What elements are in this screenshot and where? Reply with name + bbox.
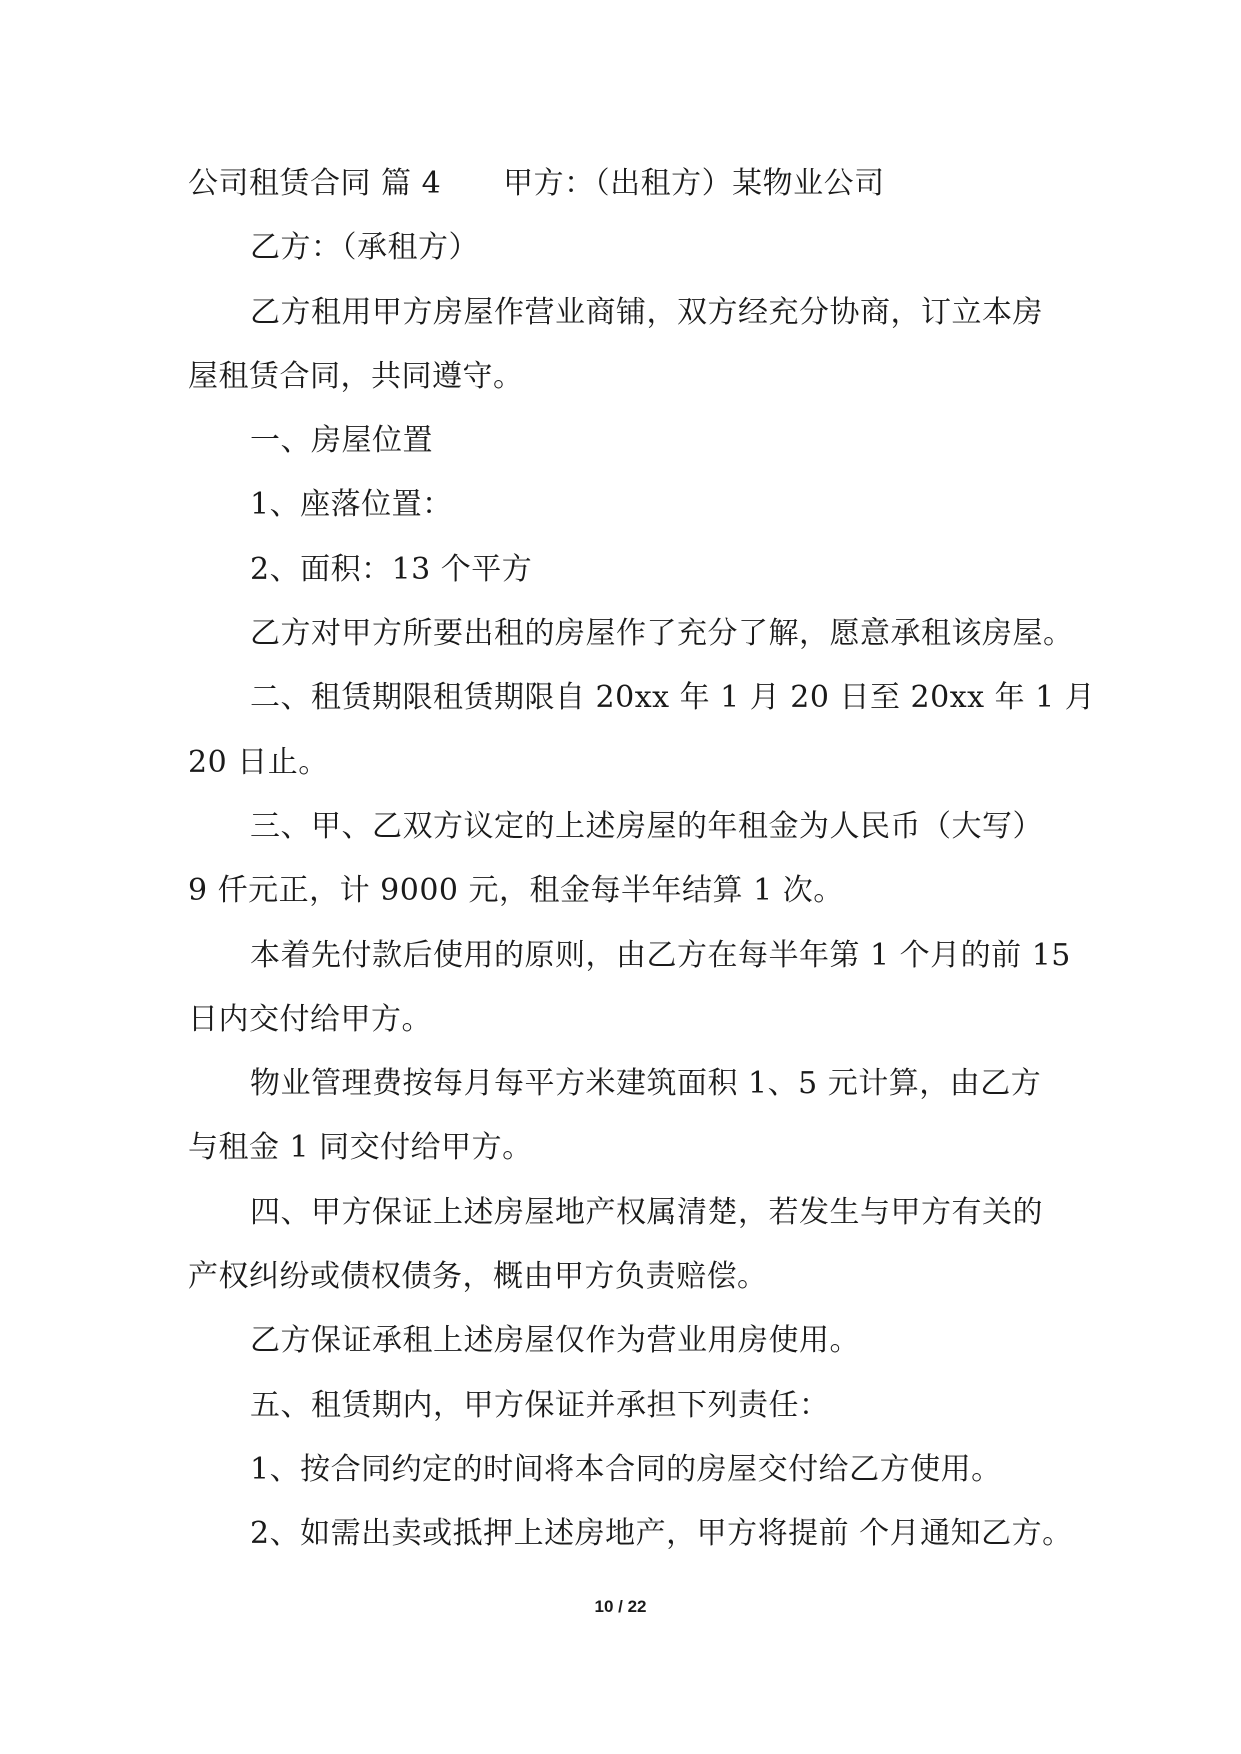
section-heading: 二、租赁期限租赁期限自 20xx 年 1 月 20 日至 20xx 年 1 月 (250, 680, 1096, 716)
paragraph-line: 乙方保证承租上述房屋仅作为营业用房使用。 (250, 1323, 860, 1359)
page-number: 10 / 22 (594, 1597, 647, 1616)
party-b-line: 乙方：（承租方） (250, 230, 479, 266)
paragraph-line: 乙方租用甲方房屋作营业商铺，双方经充分协商，订立本房 (250, 294, 1043, 330)
heading-line (188, 152, 1068, 216)
section-heading: 三、甲、乙双方议定的上述房屋的年租金为人民币（大写） (250, 808, 1043, 844)
section-heading: 一、房屋位置 (250, 423, 433, 459)
paragraph-line: 1、按合同约定的时间将本合同的房屋交付给乙方使用。 (250, 1451, 1002, 1487)
paragraph-line: 2、面积：13 个平方 (250, 551, 533, 587)
paragraph-line: 1、座落位置： (250, 487, 453, 523)
section-heading: 四、甲方保证上述房屋地产权属清楚，若发生与甲方有关的 (250, 1194, 1043, 1230)
paragraph-line: 与租金 1 同交付给甲方。 (188, 1130, 533, 1166)
paragraph-line: 产权纠纷或债权债务，概由甲方负责赔偿。 (188, 1259, 768, 1295)
paragraph-line: 9 仟元正，计 9000 元，租金每半年结算 1 次。 (188, 873, 844, 909)
party-a-text: 甲方：（出租方）某物业公司 (503, 166, 885, 201)
document-heading: 公司租赁合同 篇 4 (188, 166, 442, 201)
section-heading: 五、租赁期内，甲方保证并承担下列责任： (250, 1387, 830, 1423)
document-body (188, 152, 1096, 1567)
paragraph-line: 日内交付给甲方。 (188, 1001, 432, 1037)
paragraph-line: 2、如需出卖或抵押上述房地产，甲方将提前 个月通知乙方。 (250, 1516, 1073, 1552)
paragraph-line: 屋租赁合同，共同遵守。 (188, 358, 524, 394)
paragraph-line: 20 日止。 (188, 744, 329, 780)
paragraph-line: 本着先付款后使用的原则，由乙方在每半年第 1 个月的前 15 (250, 937, 1071, 973)
paragraph-line: 乙方对甲方所要出租的房屋作了充分了解，愿意承租该房屋。 (250, 616, 1074, 652)
paragraph-line: 物业管理费按每月每平方米建筑面积 1、5 元计算，由乙方 (250, 1066, 1042, 1102)
